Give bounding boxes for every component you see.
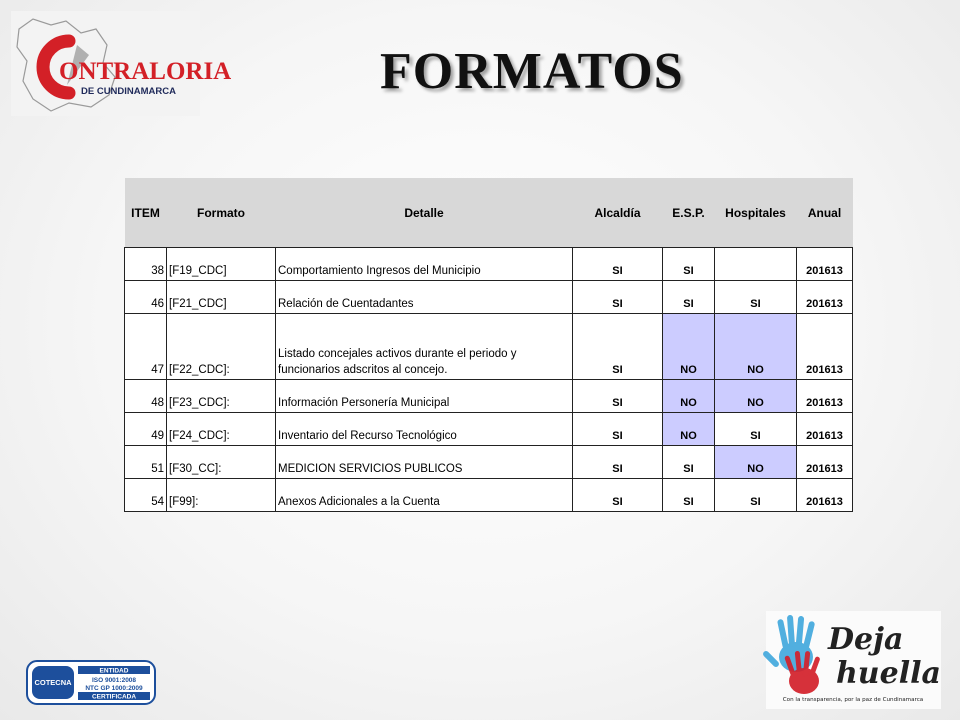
cell-item: 51	[125, 446, 167, 479]
cell-hospitales: NO	[715, 446, 797, 479]
cell-detalle: Listado concejales activos durante el periodo y funcionarios adscritos al concejo.	[276, 314, 573, 380]
cell-anual: 201613	[797, 479, 853, 512]
table-header-row	[125, 178, 853, 248]
cell-formato: [F22_CDC]:	[167, 314, 276, 380]
header-alcaldia: Alcaldía	[573, 178, 663, 248]
cell-anual: 201613	[797, 413, 853, 446]
cell-anual: 201613	[797, 281, 853, 314]
table-row	[125, 281, 853, 314]
header-anual: Anual	[797, 178, 853, 248]
table-row	[125, 314, 853, 380]
cell-esp: NO	[663, 314, 715, 380]
deja-huella-line2: huella	[836, 656, 941, 691]
deja-huella-line1: Deja	[828, 622, 904, 657]
cell-detalle: Inventario del Recurso Tecnológico	[276, 413, 573, 446]
cell-esp: SI	[663, 479, 715, 512]
header-detalle: Detalle	[276, 178, 573, 248]
cotecna-line1: ENTIDAD	[99, 667, 129, 675]
cell-alcaldia: SI	[573, 314, 663, 380]
cell-detalle: Relación de Cuentadantes	[276, 281, 573, 314]
cell-anual: 201613	[797, 446, 853, 479]
cell-item: 54	[125, 479, 167, 512]
cell-formato: [F99]:	[167, 479, 276, 512]
cotecna-line2: ISO 9001:2008	[91, 677, 137, 684]
deja-huella-tagline: Con la transparencia, por la paz de Cundinamarca	[782, 697, 924, 703]
cell-formato: [F19_CDC]	[167, 248, 276, 281]
cell-hospitales: SI	[715, 479, 797, 512]
cell-alcaldia: SI	[573, 380, 663, 413]
cell-item: 48	[125, 380, 167, 413]
table-row	[125, 479, 853, 512]
cell-esp: SI	[663, 248, 715, 281]
cell-item: 47	[125, 314, 167, 380]
cell-formato: [F24_CDC]:	[167, 413, 276, 446]
cell-formato: [F21_CDC]	[167, 281, 276, 314]
cell-anual: 201613	[797, 248, 853, 281]
cell-detalle: Anexos Adicionales a la Cuenta	[276, 479, 573, 512]
cell-hospitales	[715, 248, 797, 281]
header-esp: E.S.P.	[663, 178, 715, 248]
cell-item: 38	[125, 248, 167, 281]
cell-alcaldia: SI	[573, 446, 663, 479]
header-item: ITEM	[125, 178, 167, 248]
cell-item: 46	[125, 281, 167, 314]
cell-anual: 201613	[797, 314, 853, 380]
contraloria-logo-sub: DE CUNDINAMARCA	[81, 86, 176, 97]
cell-hospitales: NO	[715, 314, 797, 380]
table-row	[125, 446, 853, 479]
cell-detalle: Comportamiento Ingresos del Municipio	[276, 248, 573, 281]
contraloria-logo-main: ONTRALORIA	[59, 58, 232, 85]
table-row	[125, 248, 853, 281]
cotecna-certification-logo	[26, 660, 156, 705]
cell-detalle: MEDICION SERVICIOS PUBLICOS	[276, 446, 573, 479]
table-row	[125, 380, 853, 413]
page-title: FORMATOS	[380, 43, 684, 100]
cell-esp: NO	[663, 380, 715, 413]
cell-alcaldia: SI	[573, 479, 663, 512]
table-row	[125, 413, 853, 446]
cell-alcaldia: SI	[573, 413, 663, 446]
cell-esp: NO	[663, 413, 715, 446]
cell-esp: SI	[663, 281, 715, 314]
cotecna-line3: NTC GP 1000:2009	[85, 685, 143, 692]
cell-esp: SI	[663, 446, 715, 479]
cell-formato: [F30_CC]:	[167, 446, 276, 479]
cell-hospitales: NO	[715, 380, 797, 413]
cotecna-line4: CERTIFICADA	[91, 693, 137, 701]
cell-hospitales: SI	[715, 413, 797, 446]
cell-alcaldia: SI	[573, 281, 663, 314]
cell-item: 49	[125, 413, 167, 446]
cell-formato: [F23_CDC]:	[167, 380, 276, 413]
header-formato: Formato	[167, 178, 276, 248]
formats-table	[124, 178, 853, 512]
deja-huella-logo	[766, 611, 941, 709]
cell-anual: 201613	[797, 380, 853, 413]
cell-alcaldia: SI	[573, 248, 663, 281]
cell-detalle: Información Personería Municipal	[276, 380, 573, 413]
header-hospitales: Hospitales	[715, 178, 797, 248]
cell-hospitales: SI	[715, 281, 797, 314]
contraloria-logo	[11, 11, 232, 116]
cotecna-name: COTECNA	[34, 678, 72, 687]
